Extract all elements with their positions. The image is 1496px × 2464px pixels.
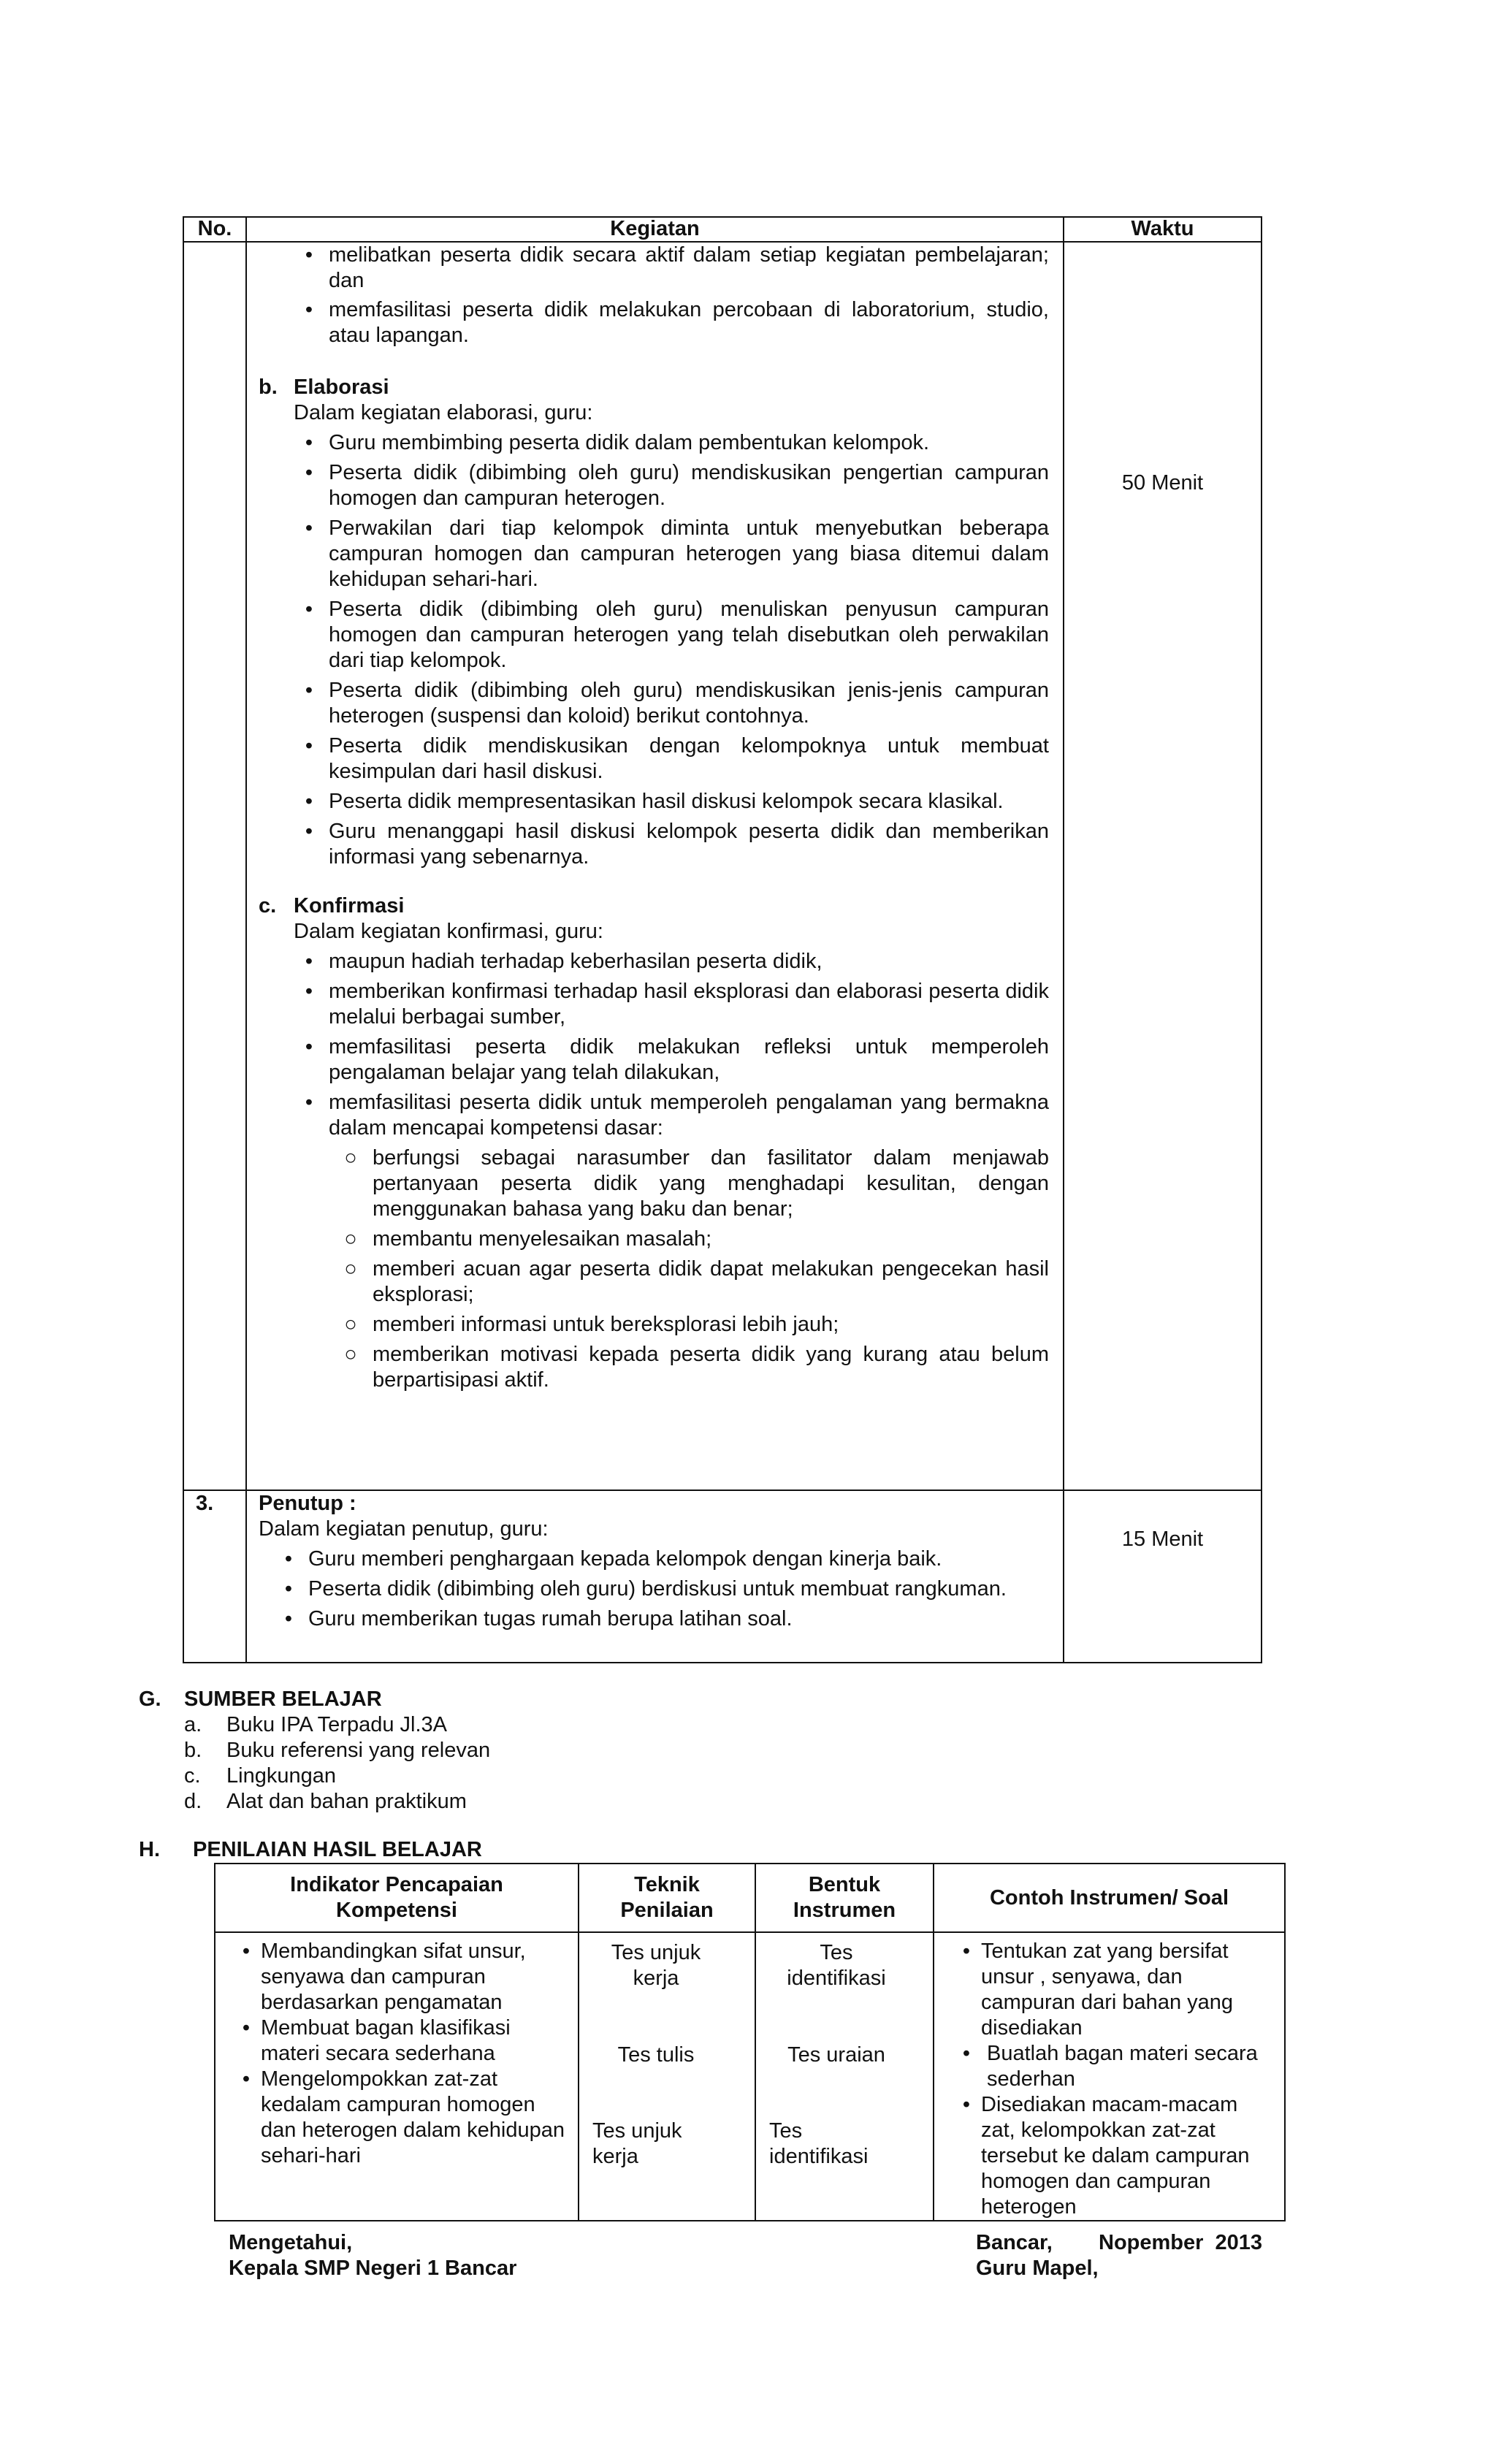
row2-time: 50 Menit [1121, 471, 1204, 495]
bullet-icon: • [962, 2093, 971, 2116]
list-item: • Membandingkan sifat unsur, senyawa dan campuran berdasarkan pengamatan [232, 1939, 570, 2015]
bullet-icon: • [284, 1547, 293, 1571]
bullet-icon: • [242, 2016, 251, 2040]
list-item: • Disediakan macam-macam zat, kelompokkan zat-zat tersebut ke dalam campuran homogen dan campuran heterogen [952, 2092, 1272, 2220]
list-item: • Membuat bagan klasifikasi materi secara sederhana [232, 2015, 570, 2067]
list-item: • memfasilitasi peserta didik melakukan percobaan di laboratorium, studio, atau lapangan. [259, 297, 1049, 348]
bullet-icon: • [305, 243, 313, 267]
table-header-row [215, 1864, 1285, 1932]
header-kegiatan: Kegiatan [610, 217, 700, 240]
table-border-bottom [184, 1662, 1262, 1663]
table-border-col2 [1063, 216, 1064, 1663]
penilaian-table [214, 1863, 1286, 2221]
section-penilaian-title: H. PENILAIAN HASIL BELAJAR [139, 1838, 482, 1861]
list-item: • Perwakilan dari tiap kelompok diminta untuk menyebutkan beberapa campuran homogen dan campuran heterogen yang biasa ditemui dalam kehidupan sehari-hari. [259, 516, 1049, 592]
list-item: • melibatkan peserta didik secara aktif dalam setiap kegiatan pembelajaran; dan [259, 243, 1049, 294]
list-item: ○ berfungsi sebagai narasumber dan fasilitator dalam menjawab pertanyaan peserta didik yang menghadapi kesulitan, dengan menggunakan bahasa yang baku dan benar; [259, 1145, 1049, 1222]
bullet-icon: • [305, 1035, 313, 1059]
indikator-cell [215, 1932, 579, 2221]
circle-bullet-icon: ○ [344, 1313, 357, 1336]
list-item: • Guru memberikan tugas rumah berupa latihan soal. [259, 1606, 1049, 1632]
list-item: • memfasilitasi peserta didik melakukan refleksi untuk memperoleh pengalaman belajar yang telah dilakukan, [259, 1034, 1049, 1086]
signature-right [976, 2230, 1262, 2281]
konfirmasi-sublist [259, 1145, 1049, 1393]
list-item: • Peserta didik (dibimbing oleh guru) berdiskusi untuk membuat rangkuman. [259, 1576, 1049, 1602]
list-item: • Buatlah bagan materi secara sederhan [952, 2041, 1272, 2092]
teknik-cell: Tes unjuk kerja Tes tulis Tes unjuk kerja [579, 1932, 755, 2221]
bullet-icon: • [284, 1577, 293, 1601]
header-waktu: Waktu [1131, 217, 1194, 240]
kegiatan-row2-content [259, 243, 1049, 1393]
bullet-icon: • [305, 431, 313, 454]
signature-kepala: Kepala SMP Negeri 1 Bancar [229, 2257, 517, 2280]
bullet-icon: • [962, 2042, 971, 2065]
header-contoh: Contoh Instrumen/ Soal [934, 1864, 1285, 1932]
list-item: d. Alat dan bahan praktikum [184, 1790, 467, 1813]
penutup-intro: Dalam kegiatan penutup, guru: [259, 1517, 549, 1541]
table-border-left [183, 216, 184, 1663]
list-item: • Peserta didik mempresentasikan hasil diskusi kelompok secara klasikal. [259, 789, 1049, 815]
bullet-icon: • [305, 734, 313, 758]
section-sumber-belajar [139, 1687, 796, 1815]
bentuk-cell: Tes identifikasi Tes uraian Tes identifikasi [755, 1932, 934, 2221]
list-item: ○ memberikan motivasi kepada peserta didik yang kurang atau belum berpartisipasi aktif. [259, 1342, 1049, 1393]
circle-bullet-icon: ○ [344, 1343, 357, 1366]
header-bentuk: Bentuk Instrumen [755, 1864, 934, 1932]
list-item: ○ memberi acuan agar peserta didik dapat melakukan pengecekan hasil eksplorasi; [259, 1256, 1049, 1308]
bullet-icon: • [962, 1939, 971, 1963]
bullet-icon: • [305, 820, 313, 843]
bullet-icon: • [305, 980, 313, 1003]
list-item: • Peserta didik mendiskusikan dengan kelompoknya untuk membuat kesimpulan dari hasil diskusi. [259, 733, 1049, 785]
section-title: G. SUMBER BELAJAR [139, 1687, 382, 1711]
bullet-icon: • [305, 298, 313, 321]
konfirmasi-list [259, 949, 1049, 1141]
section-elaborasi-title: b. Elaborasi [259, 375, 389, 399]
list-item: ○ membantu menyelesaikan masalah; [259, 1227, 1049, 1252]
list-item: • Peserta didik (dibimbing oleh guru) menuliskan penyusun campuran homogen dan campuran heterogen yang telah disebutkan oleh perwakilan dari tiap kelompok. [259, 597, 1049, 674]
penutup-no: 3. [196, 1492, 214, 1515]
circle-bullet-icon: ○ [344, 1257, 357, 1281]
list-item: • Peserta didik (dibimbing oleh guru) mendiskusikan jenis-jenis campuran heterogen (suspensi dan koloid) berikut contohnya. [259, 678, 1049, 729]
bullet-icon: • [305, 461, 313, 484]
list-item: • Guru membimbing peserta didik dalam pembentukan kelompok. [259, 430, 1049, 456]
signature-guru: Guru Mapel, [976, 2257, 1099, 2280]
list-item: • memberikan konfirmasi terhadap hasil eksplorasi dan elaborasi peserta didik melalui berbagai sumber, [259, 979, 1049, 1030]
list-item: • maupun hadiah terhadap keberhasilan peserta didik, [259, 949, 1049, 974]
list-item: b. Buku referensi yang relevan [184, 1739, 491, 1762]
circle-bullet-icon: ○ [344, 1227, 357, 1251]
bullet-icon: • [305, 679, 313, 702]
signature-date-line: Bancar, Nopember 2013 [976, 2231, 1263, 2254]
table-row [215, 1932, 1285, 2221]
header-no: No. [197, 217, 232, 240]
penutup-content [259, 1491, 1049, 1632]
list-item: ○ memberi informasi untuk bereksplorasi lebih jauh; [259, 1312, 1049, 1338]
signature-mengetahui: Mengetahui, [229, 2231, 353, 2254]
bullet-icon: • [242, 2067, 251, 2091]
list-item: a. Buku IPA Terpadu Jl.3A [184, 1713, 448, 1736]
list-item: • Tentukan zat yang bersifat unsur , senyawa, dan campuran dari bahan yang disediakan [952, 1939, 1272, 2041]
penutup-title: Penutup : [259, 1492, 356, 1515]
list-item: • memfasilitasi peserta didik untuk memperoleh pengalaman yang bermakna dalam mencapai kompetensi dasar: [259, 1090, 1049, 1141]
bullet-icon: • [305, 516, 313, 540]
table-border-col1 [245, 216, 247, 1663]
section-konfirmasi-title: c. Konfirmasi [259, 894, 405, 918]
penutup-time: 15 Menit [1121, 1527, 1204, 1551]
header-indikator: Indikator Pencapaian Kompetensi [215, 1864, 579, 1932]
list-item: • Guru memberi penghargaan kepada kelompok dengan kinerja baik. [259, 1546, 1049, 1572]
header-teknik: Teknik Penilaian [579, 1864, 755, 1932]
list-item: • Guru menanggapi hasil diskusi kelompok peserta didik dan memberikan informasi yang sebenarnya. [259, 819, 1049, 870]
list-item: • Peserta didik (dibimbing oleh guru) mendiskusikan pengertian campuran homogen dan campuran heterogen. [259, 460, 1049, 511]
section-elaborasi-intro: Dalam kegiatan elaborasi, guru: [294, 401, 593, 424]
circle-bullet-icon: ○ [344, 1146, 357, 1170]
bullet-icon: • [305, 1091, 313, 1114]
list-item: c. Lingkungan [184, 1764, 336, 1788]
table-border-right [1261, 216, 1262, 1663]
signature-left [229, 2230, 516, 2281]
contoh-cell [934, 1932, 1285, 2221]
bullet-icon: • [305, 790, 313, 813]
list-item: • Mengelompokkan zat-zat kedalam campuran homogen dan heterogen dalam kehidupan sehari-hari [232, 2067, 570, 2169]
elaborasi-list [259, 430, 1049, 870]
bullet-icon: • [284, 1607, 293, 1630]
bullet-icon: • [242, 1939, 251, 1963]
bullet-icon: • [305, 598, 313, 621]
section-konfirmasi-intro: Dalam kegiatan konfirmasi, guru: [294, 920, 603, 943]
bullet-icon: • [305, 950, 313, 973]
